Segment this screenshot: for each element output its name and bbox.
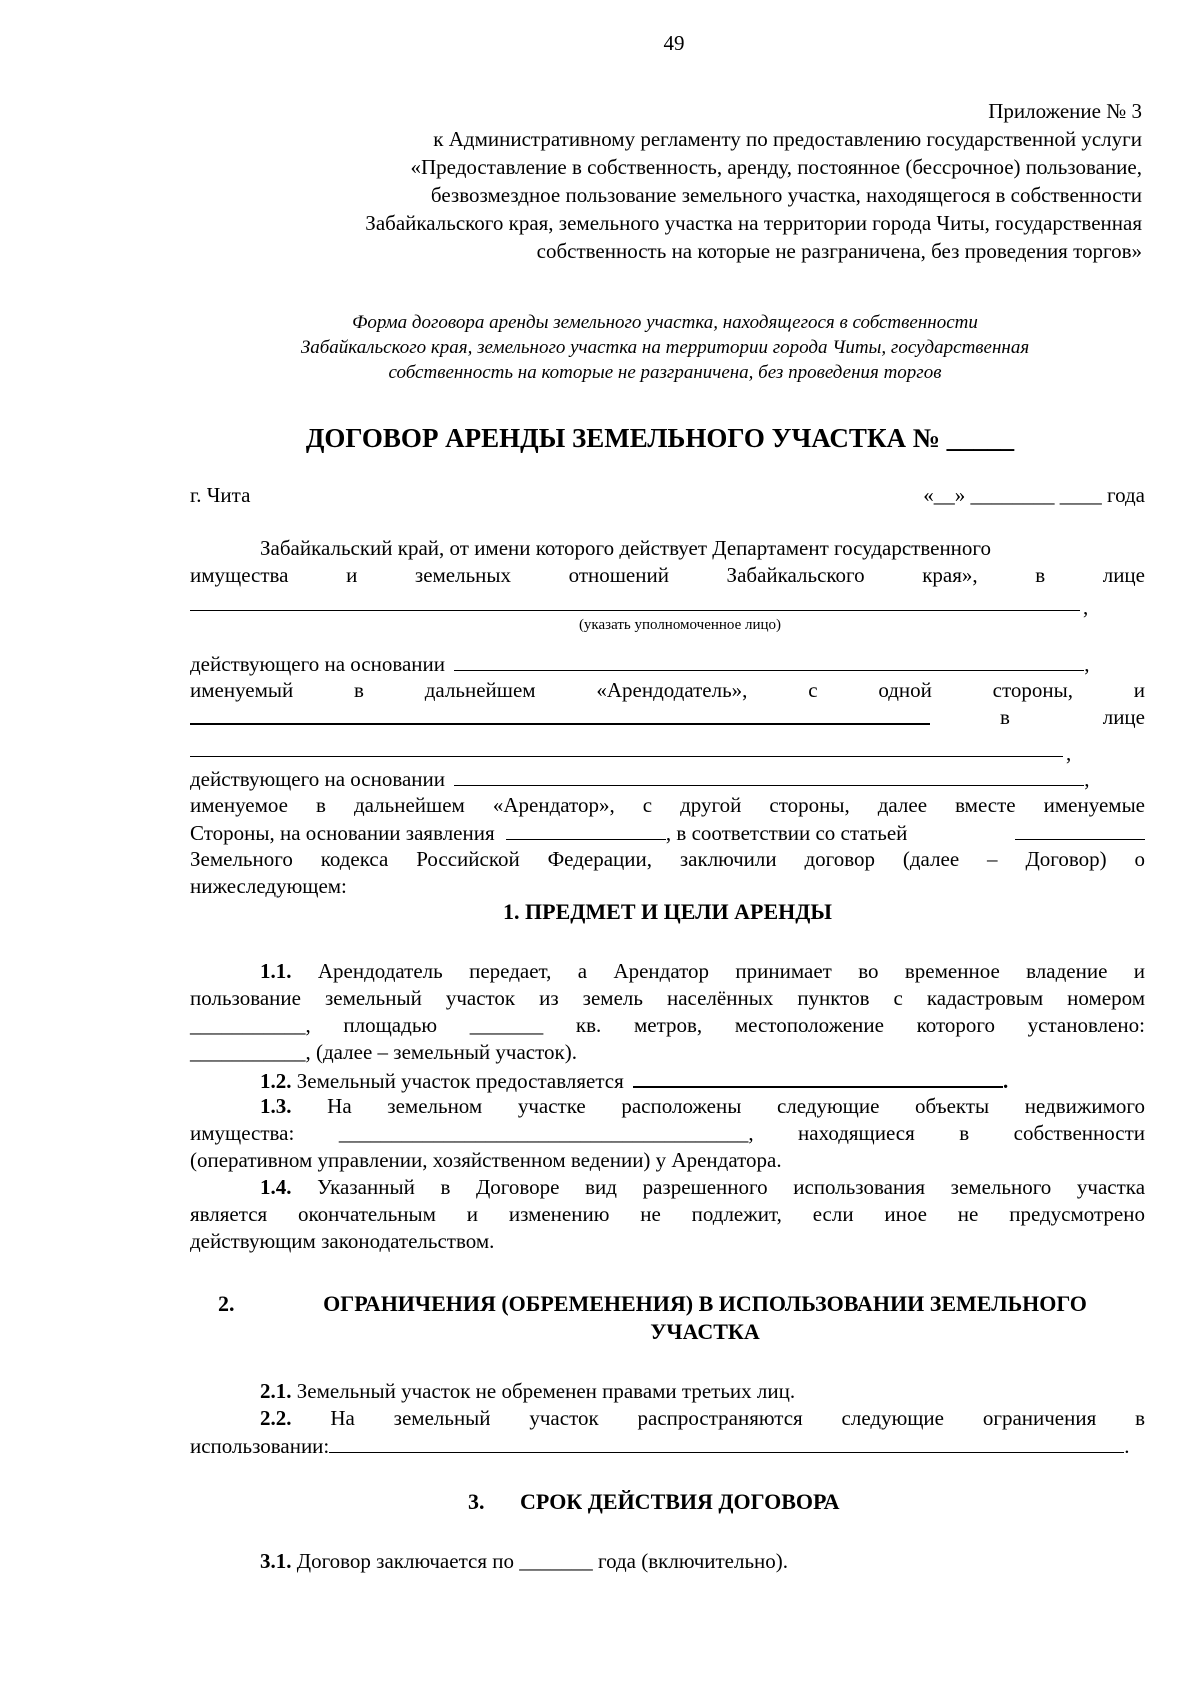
comma: , <box>1066 741 1072 765</box>
city-date-row <box>190 482 1145 509</box>
clause-text: года (включительно). <box>597 1549 789 1573</box>
form-note-line: Забайкальского края, земельного участка на территории города Читы, государственная <box>300 337 1030 358</box>
clause-number: 3.1. <box>260 1549 292 1573</box>
clause-line: является окончательным и изменению не подлежит, если иное не предусмотрено <box>190 1202 1145 1226</box>
clause-text: имущества: <box>190 1121 295 1145</box>
clause-2-2 <box>190 1405 1145 1432</box>
clause-line: (оперативном управлении, хозяйственном ведении) у Арендатора. <box>190 1148 782 1172</box>
hint-authorized-person: (указать уполномоченное лицо) <box>578 617 782 633</box>
appendix-line: собственность на которые не разграничена, без проведения торгов» <box>536 239 1142 263</box>
form-note <box>230 310 1100 385</box>
clause-number: 1.2. <box>260 1069 292 1093</box>
form-note-line: собственность на которые не разграничена, без проведения торгов <box>388 362 942 383</box>
fill-line <box>506 819 666 840</box>
section-heading <box>265 1290 1145 1346</box>
fill-blank: _______ <box>519 1549 593 1573</box>
clause-1-3 <box>190 1093 1145 1120</box>
clause-line: пользование земельный участок из земель населённых пунктов с кадастровым номером <box>190 986 1145 1010</box>
page-number: 49 <box>663 31 685 55</box>
preamble-line: нижеследующем: <box>190 874 347 898</box>
clause-text: На земельном участке расположены следующие объекты недвижимого <box>327 1094 1145 1118</box>
clause-number: 1.4. <box>260 1175 292 1199</box>
preamble-text: , в соответствии со статьей <box>665 821 908 845</box>
appendix-line: безвозмездное пользование земельного участка, находящегося в собственности <box>430 183 1142 207</box>
fill-line <box>190 610 1080 611</box>
clause-text: Земельный участок не обременен правами третьих лиц. <box>296 1379 796 1403</box>
fill-line <box>1015 819 1145 840</box>
fill-line <box>190 723 930 725</box>
clause-text: Договор заключается по <box>296 1549 514 1573</box>
application-row <box>190 819 1145 846</box>
clause-text: _______________________________________, находящиеся в собственности <box>338 1121 1146 1145</box>
clause-line: ___________, (далее – земельный участок). <box>190 1040 577 1064</box>
form-note-line: Форма договора аренды земельного участка, находящегося в собственности <box>352 312 978 333</box>
fill-line <box>190 756 1063 757</box>
clause-line <box>190 1120 1145 1147</box>
in-person-label: в лице <box>1000 705 1145 729</box>
section-heading: СРОК ДЕЙСТВИЯ ДОГОВОРА <box>520 1489 840 1514</box>
clause-text: действующим законодательством. <box>190 1229 495 1253</box>
section-number: 3. <box>468 1489 485 1514</box>
appendix-header <box>242 97 1142 265</box>
preamble-line: Забайкальский край, от имени которого действует Департамент государственного <box>260 536 992 560</box>
comma: , <box>1084 767 1090 791</box>
clause-2-1 <box>190 1378 1145 1405</box>
basis-row <box>190 765 1145 792</box>
clause-text: использовании: <box>190 1434 330 1458</box>
clause-text: Арендодатель передает, а Арендатор принимает во временное владение и <box>317 959 1146 983</box>
basis-label: действующего на основании <box>190 652 446 676</box>
clause-text: На земельный участок распространяются следующие ограничения в <box>330 1406 1146 1430</box>
appendix-line: к Административному регламенту по предоставлению государственной услуги <box>433 127 1142 151</box>
preamble-line: Земельного кодекса Российской Федерации, заключили договор (далее – Договор) о <box>190 847 1145 871</box>
clause-3-1 <box>190 1548 1145 1575</box>
section-heading-line: ОГРАНИЧЕНИЯ (ОБРЕМЕНЕНИЯ) В ИСПОЛЬЗОВАНИИ ЗЕМЕЛЬНОГО <box>323 1291 1087 1316</box>
preamble-line: именуемый в дальнейшем «Арендодатель», с одной стороны, и <box>190 678 1145 702</box>
basis-row <box>190 650 1145 677</box>
clause-text: Земельный участок предоставляется <box>296 1069 624 1093</box>
clause-number: 1.3. <box>260 1094 292 1118</box>
fill-line <box>329 1432 1124 1453</box>
fill-line <box>454 650 1084 671</box>
city: г. Чита <box>190 483 251 507</box>
contract-title: ДОГОВОР АРЕНДЫ ЗЕМЕЛЬНОГО УЧАСТКА № _____ <box>305 423 1015 453</box>
clause-number: 1.1. <box>260 959 292 983</box>
preamble-line: имущества и земельных отношений Забайкальского края», в лице <box>190 563 1145 587</box>
fill-line <box>454 765 1084 786</box>
section-number: 2. <box>218 1291 235 1316</box>
fill-line <box>633 1066 1003 1088</box>
contract-date: «__» ________ ____ года <box>923 483 1145 507</box>
appendix-line: Забайкальского края, земельного участка на территории города Читы, государственная <box>365 211 1142 235</box>
clause-number: 2.2. <box>260 1406 292 1430</box>
appendix-line: «Предоставление в собственность, аренду, постоянное (бессрочное) пользование, <box>410 155 1142 179</box>
comma: , <box>1083 595 1089 619</box>
clause-1-4 <box>190 1174 1145 1201</box>
clause-1-2: 1.2. Земельный участок предоставляется . <box>190 1066 1145 1093</box>
section-heading-line: УЧАСТКА <box>650 1319 760 1344</box>
clause-number: 2.1. <box>260 1379 292 1403</box>
clause-line: ___________, площадью _______ кв. метров, местоположение которого установлено: <box>190 1013 1145 1037</box>
clause-line: использовании: . <box>190 1434 1130 1458</box>
preamble-text: Стороны, на основании заявления <box>190 821 495 845</box>
basis-label: действующего на основании <box>190 767 446 791</box>
comma: , <box>1084 652 1090 676</box>
preamble-line: именуемое в дальнейшем «Арендатор», с другой стороны, далее вместе именуемые <box>190 793 1145 817</box>
appendix-line: Приложение № 3 <box>988 99 1142 123</box>
section-heading: 1. ПРЕДМЕТ И ЦЕЛИ АРЕНДЫ <box>503 899 832 924</box>
clause-1-1 <box>190 958 1145 985</box>
clause-text: Указанный в Договоре вид разрешенного использования земельного участка <box>317 1175 1146 1199</box>
clause-line <box>190 1228 1145 1255</box>
